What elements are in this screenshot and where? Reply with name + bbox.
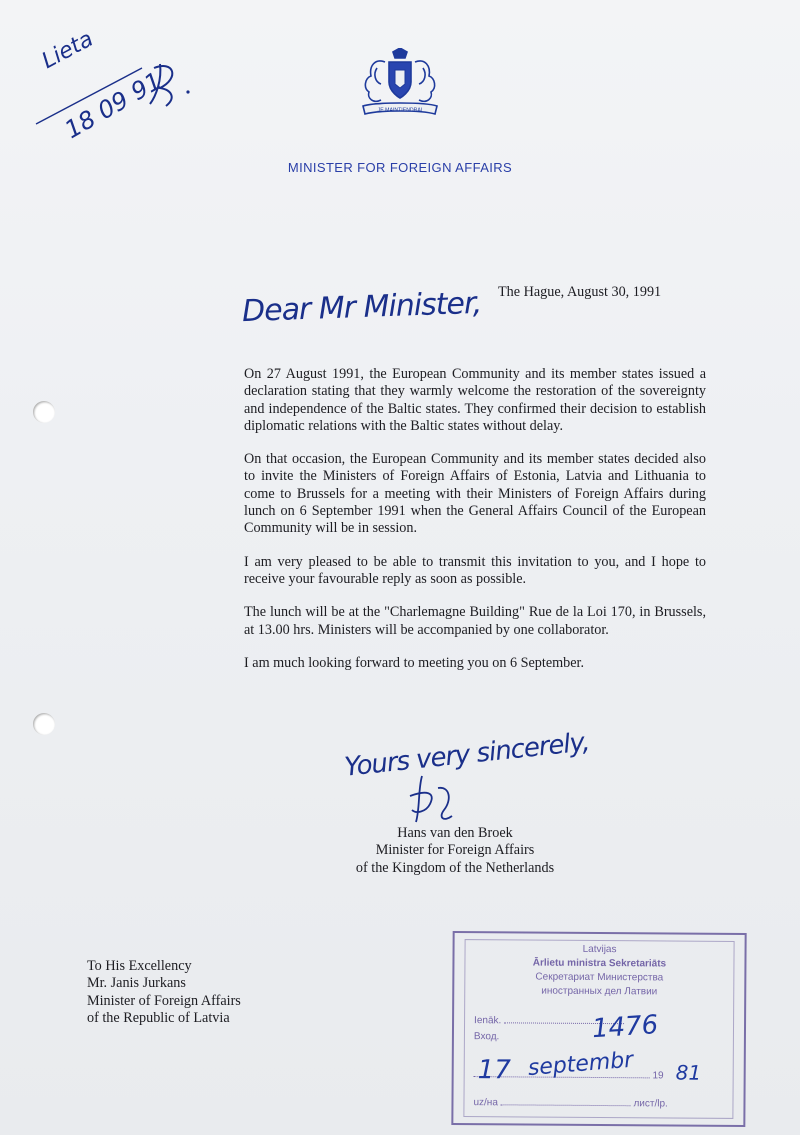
paragraph-3: I am very pleased to be able to transmit this invitation to you, and I hope to receive your favourable reply as soon as possible. (244, 553, 706, 587)
crest-motto: JE MAINTIENDRAI (377, 107, 423, 114)
annotation-initials (140, 52, 200, 112)
stamp-date-day: 17 (477, 1055, 511, 1086)
punch-hole-top (33, 401, 55, 423)
stamp-year-handwritten: 81 (675, 1060, 702, 1085)
paragraph-5: I am much looking forward to meeting you on 6 September. (244, 654, 585, 671)
stamp-pages-row (473, 1097, 667, 1109)
paragraph-4: The lunch will be at the "Charlemagne Building" Rue de la Loi 170, in Brussels, at 13.00 hrs. Ministers will be accompanied by one collaborator. (244, 604, 706, 638)
stamp-in-label-ru: Вход. (473, 1031, 500, 1043)
stamp-pages-prefix: uz/на (473, 1097, 498, 1109)
paragraph-1: On 27 August 1991, the European Community and its member states issued a declaration stating that they warmly welcome the restoration of the sovereignty and independence of the Baltic states. They confirmed their decision to establish diplomatic relations with the Baltic states without delay. (244, 366, 706, 434)
addressee-block (87, 958, 241, 1027)
signer-name: Hans van den Broek (397, 825, 513, 841)
punch-hole-bottom (33, 713, 55, 735)
stamp-line-1: Latvijas (582, 943, 617, 956)
stamp-pages-dots (501, 1104, 631, 1106)
addressee-line-4: of the Republic of Latvia (87, 1009, 230, 1026)
addressee-line-2: Mr. Janis Jurkans (87, 975, 186, 992)
annotation-top-word: Lieta (38, 26, 98, 75)
letterhead-title: MINISTER FOR FOREIGN AFFAIRS (287, 160, 513, 175)
signer-org: of the Kingdom of the Netherlands (355, 859, 555, 876)
paragraph-2: On that occasion, the European Community and its member states decided also to invite the Ministers of Foreign Affairs of Estonia, Latvia and Lithuania to come to Brussels for a meeting with their Ministers of Foreign Affairs during lunch on 6 September 1991 when the General Affairs Council of the European Community will be in session. (244, 451, 706, 537)
stamp-line-3: Секретариат Министерства (535, 971, 664, 984)
registry-stamp (451, 931, 746, 1127)
stamp-year-prefix: 19 (652, 1070, 664, 1082)
stamp-in-label-ru-row (474, 1031, 499, 1042)
stamp-date-month: septembr (526, 1047, 635, 1082)
stamp-in-label: Ienāk. (474, 1015, 502, 1027)
addressee-line-3: Minister of Foreign Affairs (87, 992, 241, 1009)
royal-coat-of-arms-icon (355, 48, 445, 118)
letter-date: The Hague, August 30, 1991 (498, 284, 662, 300)
handwritten-salutation (240, 284, 480, 344)
letter-body (244, 366, 706, 688)
stamp-line-2: Ārlietu ministra Sekretariāts (532, 957, 667, 970)
signer-role: Minister for Foreign Affairs (375, 842, 535, 859)
addressee-line-1: To His Excellency (87, 958, 192, 974)
handwritten-annotation (30, 22, 200, 145)
stamp-line-4: иностранных дел Латвии (541, 985, 658, 998)
annotation-date: 18 09 91 (60, 66, 167, 145)
salutation-text: Dear Mr Minister, (241, 285, 482, 330)
stamp-number-handwritten: 1476 (591, 1010, 660, 1045)
stamp-pages-suffix: лист/lp. (633, 1098, 668, 1110)
closing-text: Yours very sincerely, (343, 727, 591, 783)
signer-block (300, 825, 610, 877)
